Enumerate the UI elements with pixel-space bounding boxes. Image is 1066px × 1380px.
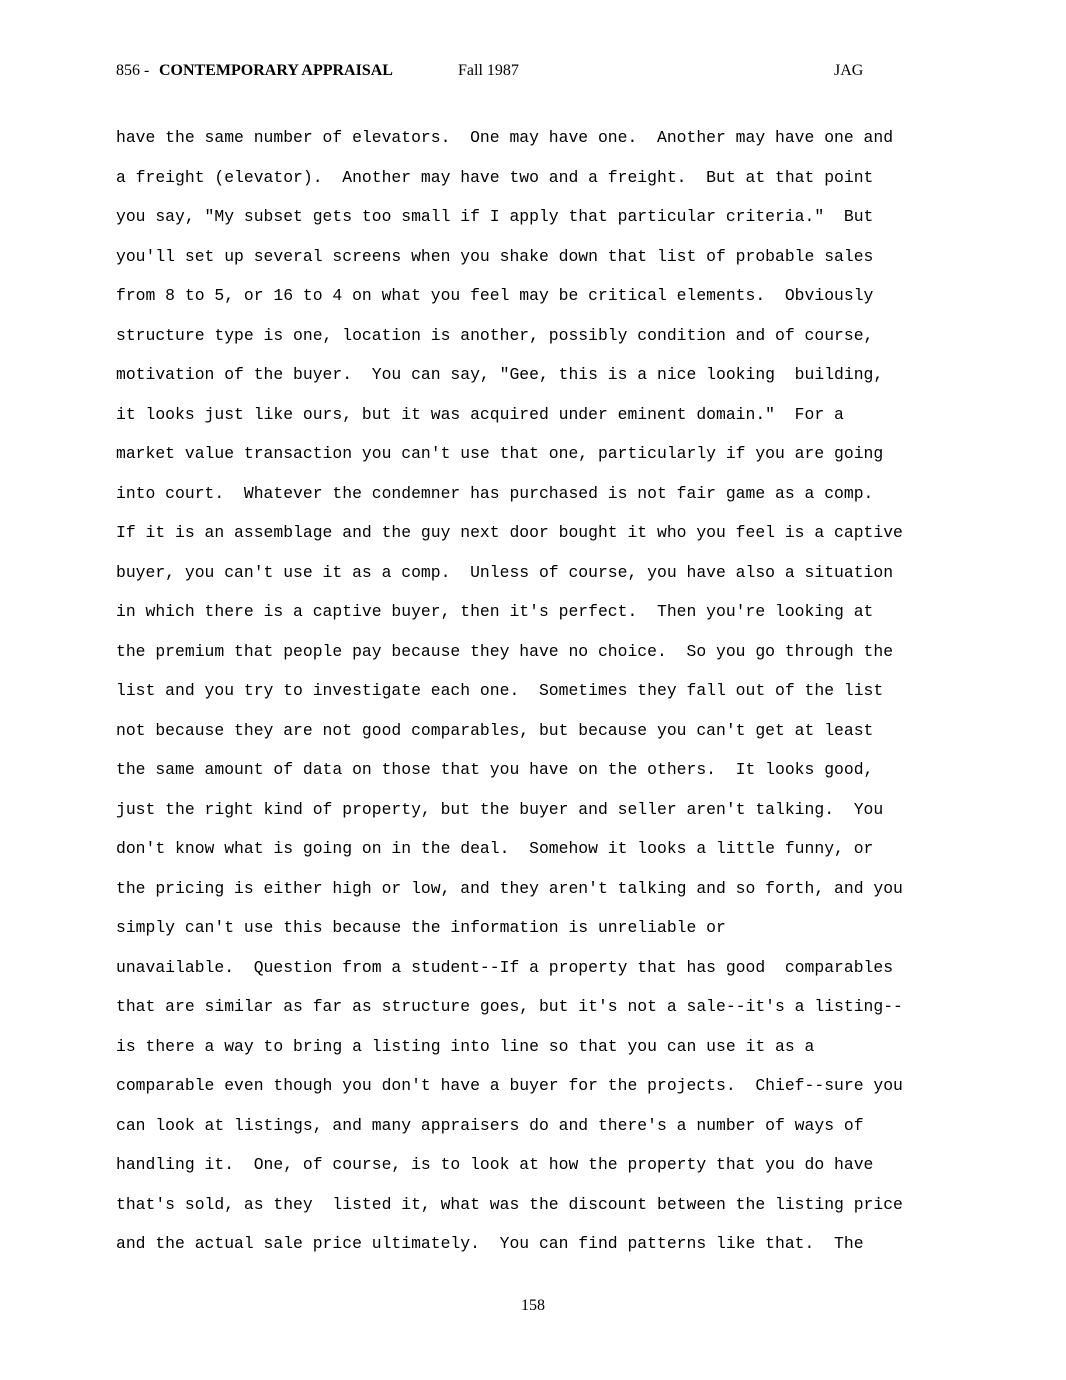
text-line: simply can't use this because the information is unreliable or	[116, 918, 726, 937]
text-line: list and you try to investigate each one. Sometimes they fall out of the list	[116, 681, 884, 700]
text-line: you'll set up several screens when you shake down that list of probable sales	[116, 246, 874, 266]
course-title: CONTEMPORARY APPRAISAL	[159, 62, 393, 79]
text-line: comparable even though you don't have a buyer for the projects. Chief--sure you	[116, 1076, 903, 1095]
term-label: Fall 1987	[458, 62, 519, 79]
text-line: handling it. One, of course, is to look at how the property that you do have	[116, 1155, 874, 1174]
page-header	[116, 62, 876, 84]
text-line: the same amount of data on those that you have on the others. It looks good,	[116, 760, 874, 779]
text-line: is there a way to bring a listing into line so that you can use it as a	[116, 1036, 815, 1056]
text-line: the pricing is either high or low, and they aren't talking and so forth, and you	[116, 878, 903, 898]
author-initials: JAG	[834, 62, 864, 79]
text-line: If it is an assemblage and the guy next door bought it who you feel is a captive	[116, 523, 903, 542]
text-line: unavailable. Question from a student--If a property that has good comparables	[116, 957, 894, 977]
text-line: market value transaction you can't use that one, particularly if you are going	[116, 444, 884, 463]
text-line: and the actual sale price ultimately. You can find patterns like that. The	[116, 1234, 864, 1253]
text-line: it looks just like ours, but it was acquired under eminent domain." For a	[116, 404, 844, 424]
text-line: can look at listings, and many appraisers do and there's a number of ways of	[116, 1115, 864, 1135]
transcript-body	[116, 118, 996, 1264]
text-line: the premium that people pay because they have no choice. So you go through the	[116, 641, 894, 661]
text-line: you say, "My subset gets too small if I apply that particular criteria." But	[116, 207, 874, 226]
text-line: motivation of the buyer. You can say, "Gee, this is a nice looking building,	[116, 365, 884, 384]
text-line: don't know what is going on in the deal. Somehow it looks a little funny, or	[116, 839, 874, 858]
text-line: from 8 to 5, or 16 to 4 on what you feel may be critical elements. Obviously	[116, 286, 874, 305]
text-line: buyer, you can't use it as a comp. Unless of course, you have also a situation	[116, 562, 894, 582]
page-number: 158	[521, 1297, 545, 1314]
text-line: that are similar as far as structure goes, but it's not a sale--it's a listing--	[116, 997, 903, 1016]
text-line: in which there is a captive buyer, then it's perfect. Then you're looking at	[116, 602, 874, 621]
text-line: not because they are not good comparables, but because you can't get at least	[116, 720, 874, 740]
text-line: have the same number of elevators. One may have one. Another may have one and	[116, 128, 894, 147]
text-line: that's sold, as they listed it, what was the discount between the listing price	[116, 1194, 903, 1214]
course-number: 856 -	[116, 62, 150, 79]
text-line: just the right kind of property, but the buyer and seller aren't talking. You	[116, 799, 884, 819]
text-line: a freight (elevator). Another may have two and a freight. But at that point	[116, 167, 874, 187]
text-line: structure type is one, location is another, possibly condition and of course,	[116, 325, 874, 345]
text-line: into court. Whatever the condemner has purchased is not fair game as a comp.	[116, 483, 874, 503]
